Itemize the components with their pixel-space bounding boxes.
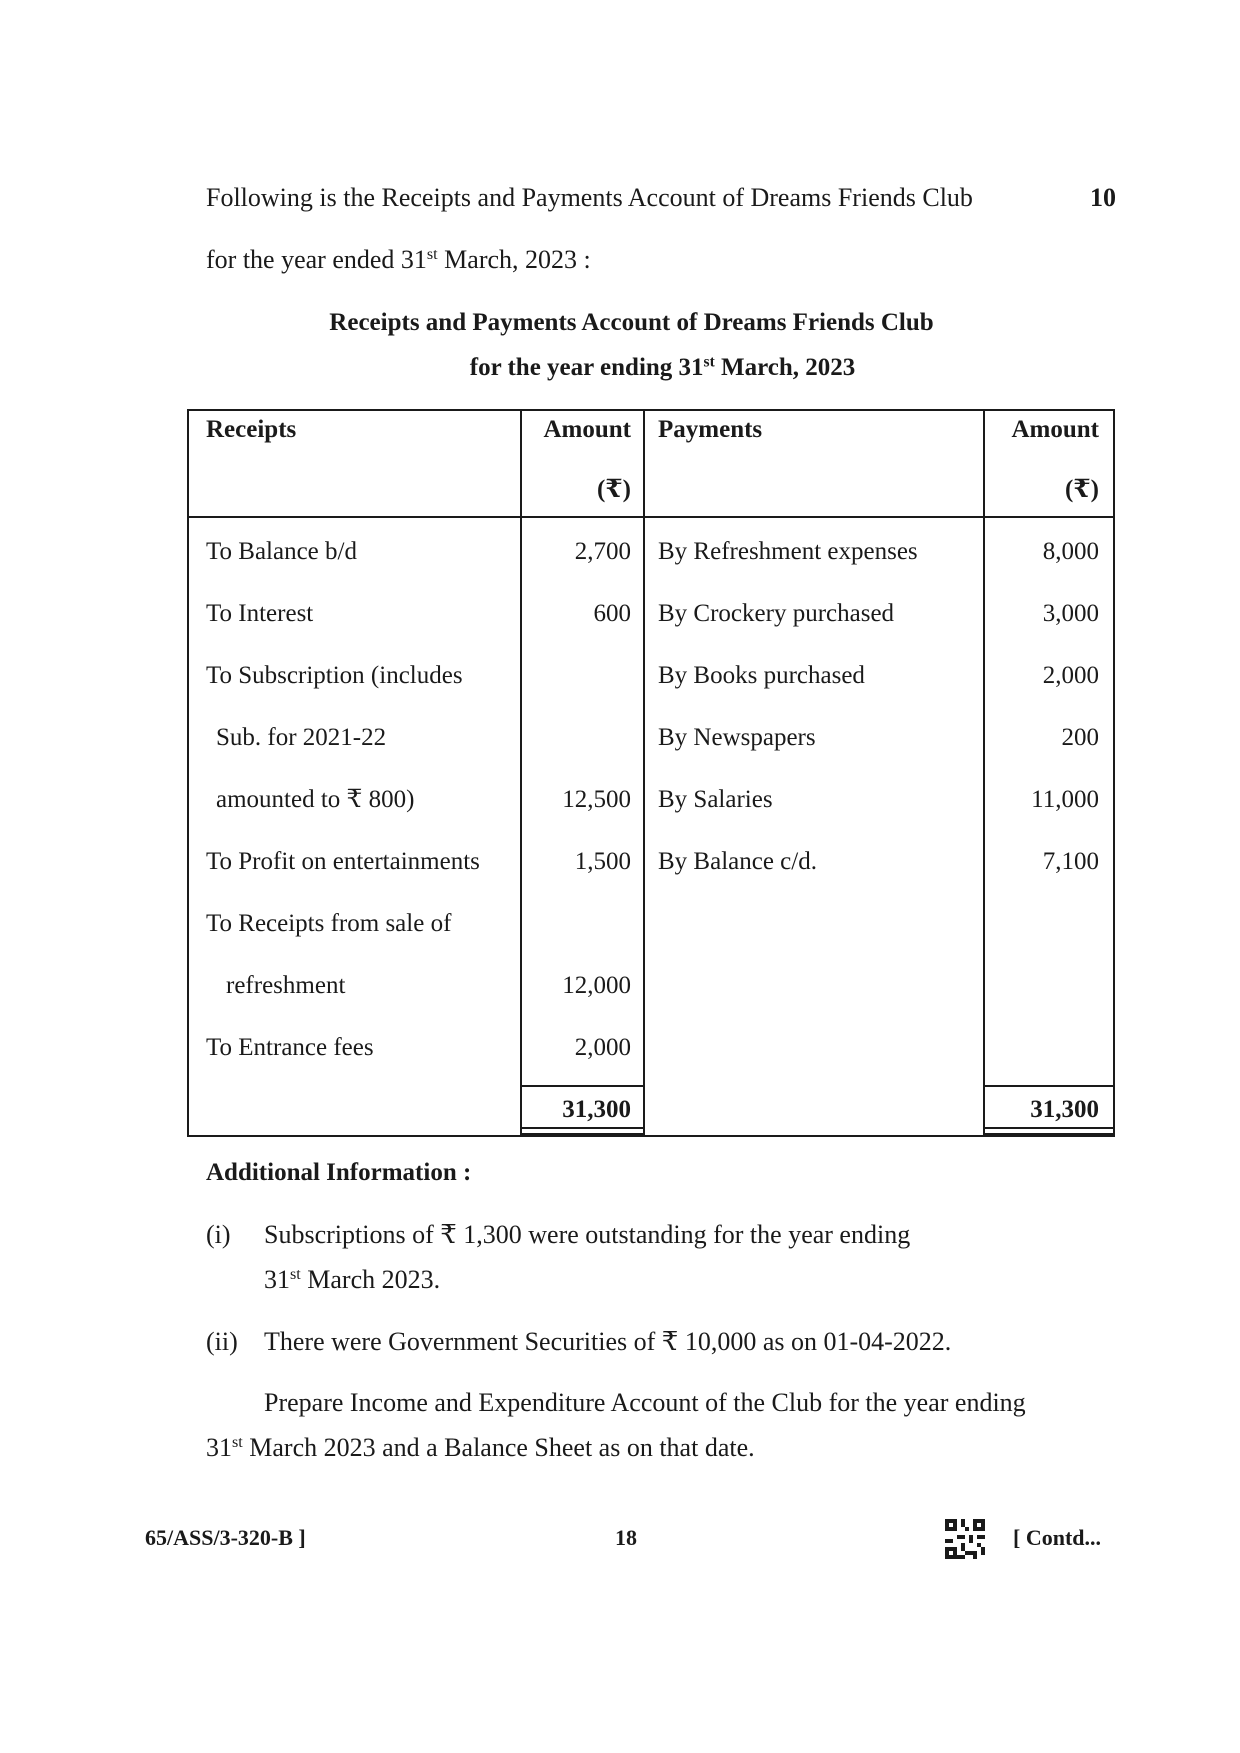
- receipts-total-top-rule: [522, 1085, 643, 1087]
- payment-amount: 11,000: [1031, 786, 1099, 813]
- intro-line2-tail: March, 2023 :: [437, 245, 591, 274]
- instruction-line2-tail: March 2023 and a Balance Sheet as on that date.: [242, 1433, 755, 1462]
- info-item-sup: st: [290, 1266, 301, 1284]
- receipts-total: 31,300: [562, 1096, 631, 1123]
- paper-code: 65/ASS/3-320-B ]: [145, 1525, 306, 1550]
- continued-label: [ Contd...: [1013, 1525, 1102, 1550]
- receipt-label: Sub. for 2021-22: [216, 724, 387, 751]
- header-payments-currency: (₹): [1064, 476, 1099, 503]
- question-marks: 10: [1090, 183, 1116, 212]
- info-item-text-cont: [264, 1267, 440, 1293]
- header-receipts-amount: Amount: [543, 416, 631, 443]
- payments-total-double-rule: [985, 1133, 1113, 1135]
- receipt-label: To Subscription (includes: [206, 662, 463, 689]
- title2-tail: March, 2023: [714, 354, 856, 381]
- instruction-line2: [206, 1435, 755, 1461]
- instruction-line1: Prepare Income and Expenditure Account of the Club for the year ending: [264, 1388, 1026, 1417]
- payment-label: By Crockery purchased: [658, 600, 895, 627]
- column-divider: [643, 411, 645, 1135]
- info-item-text: There were Government Securities of ₹ 10,000 as on 01-04-2022.: [264, 1327, 952, 1356]
- receipt-amount: 12,000: [562, 972, 631, 999]
- payment-label: By Newspapers: [658, 724, 816, 751]
- payment-amount: 7,100: [1042, 848, 1099, 875]
- account-title-line1: Receipts and Payments Account of Dreams Friends Club: [329, 309, 934, 336]
- payment-amount: 200: [1061, 724, 1099, 751]
- header-payments: Payments: [658, 416, 763, 443]
- payments-total-double-rule: [985, 1127, 1113, 1129]
- additional-info-heading: Additional Information :: [206, 1159, 472, 1186]
- receipts-total-double-rule: [522, 1127, 643, 1129]
- receipt-label: To Entrance fees: [206, 1034, 374, 1061]
- payment-amount: 2,000: [1042, 662, 1099, 689]
- receipt-label: To Balance b/d: [206, 538, 357, 565]
- question-intro-line2: [206, 247, 591, 273]
- receipt-label: To Profit on entertainments: [206, 848, 480, 875]
- receipt-label: To Interest: [206, 600, 314, 627]
- receipt-label: refreshment: [226, 972, 346, 999]
- receipt-label: To Receipts from sale of: [206, 910, 452, 937]
- column-divider: [983, 411, 985, 1135]
- receipts-total-double-rule: [522, 1133, 643, 1135]
- intro-line2-text: for the year ended 31: [206, 245, 427, 274]
- info-item-marker: (i): [206, 1220, 231, 1249]
- payment-label: By Books purchased: [658, 662, 865, 689]
- payments-total: 31,300: [1030, 1096, 1099, 1123]
- qr-code-icon: [945, 1519, 985, 1559]
- payment-label: By Balance c/d.: [658, 848, 817, 875]
- info-item-marker: (ii): [206, 1327, 238, 1356]
- question-intro-line1: Following is the Receipts and Payments Account of Dreams Friends Club: [206, 183, 973, 212]
- info-item-text: Subscriptions of ₹ 1,300 were outstanding for the year ending: [264, 1220, 911, 1249]
- title2-sup: st: [703, 353, 715, 371]
- receipts-payments-table: [187, 409, 1115, 1137]
- instruction-line2-sup: st: [232, 1434, 243, 1452]
- payment-label: By Refreshment expenses: [658, 538, 918, 565]
- receipt-amount: 1,500: [574, 848, 631, 875]
- header-payments-amount: Amount: [1011, 416, 1099, 443]
- header-receipts: Receipts: [206, 416, 297, 443]
- column-divider: [520, 411, 522, 1135]
- payments-total-top-rule: [985, 1085, 1113, 1087]
- receipt-amount: 2,000: [574, 1034, 631, 1061]
- receipt-amount: 600: [593, 600, 631, 627]
- payment-amount: 3,000: [1042, 600, 1099, 627]
- info-item-line2-tail: March 2023.: [300, 1265, 441, 1294]
- instruction-line2-text: 31: [206, 1433, 232, 1462]
- title2-text: for the year ending 31: [469, 354, 704, 381]
- receipt-amount: 12,500: [562, 786, 631, 813]
- header-divider: [189, 516, 1113, 518]
- page-number: 18: [615, 1525, 637, 1550]
- header-receipts-currency: (₹): [596, 476, 631, 503]
- payment-label: By Salaries: [658, 786, 773, 813]
- info-item-line2: 31: [264, 1265, 290, 1294]
- receipt-label: amounted to ₹ 800): [216, 786, 415, 813]
- receipt-amount: 2,700: [574, 538, 631, 565]
- payment-amount: 8,000: [1042, 538, 1099, 565]
- intro-line2-sup: st: [426, 246, 438, 264]
- account-title-line2: [0, 355, 1240, 380]
